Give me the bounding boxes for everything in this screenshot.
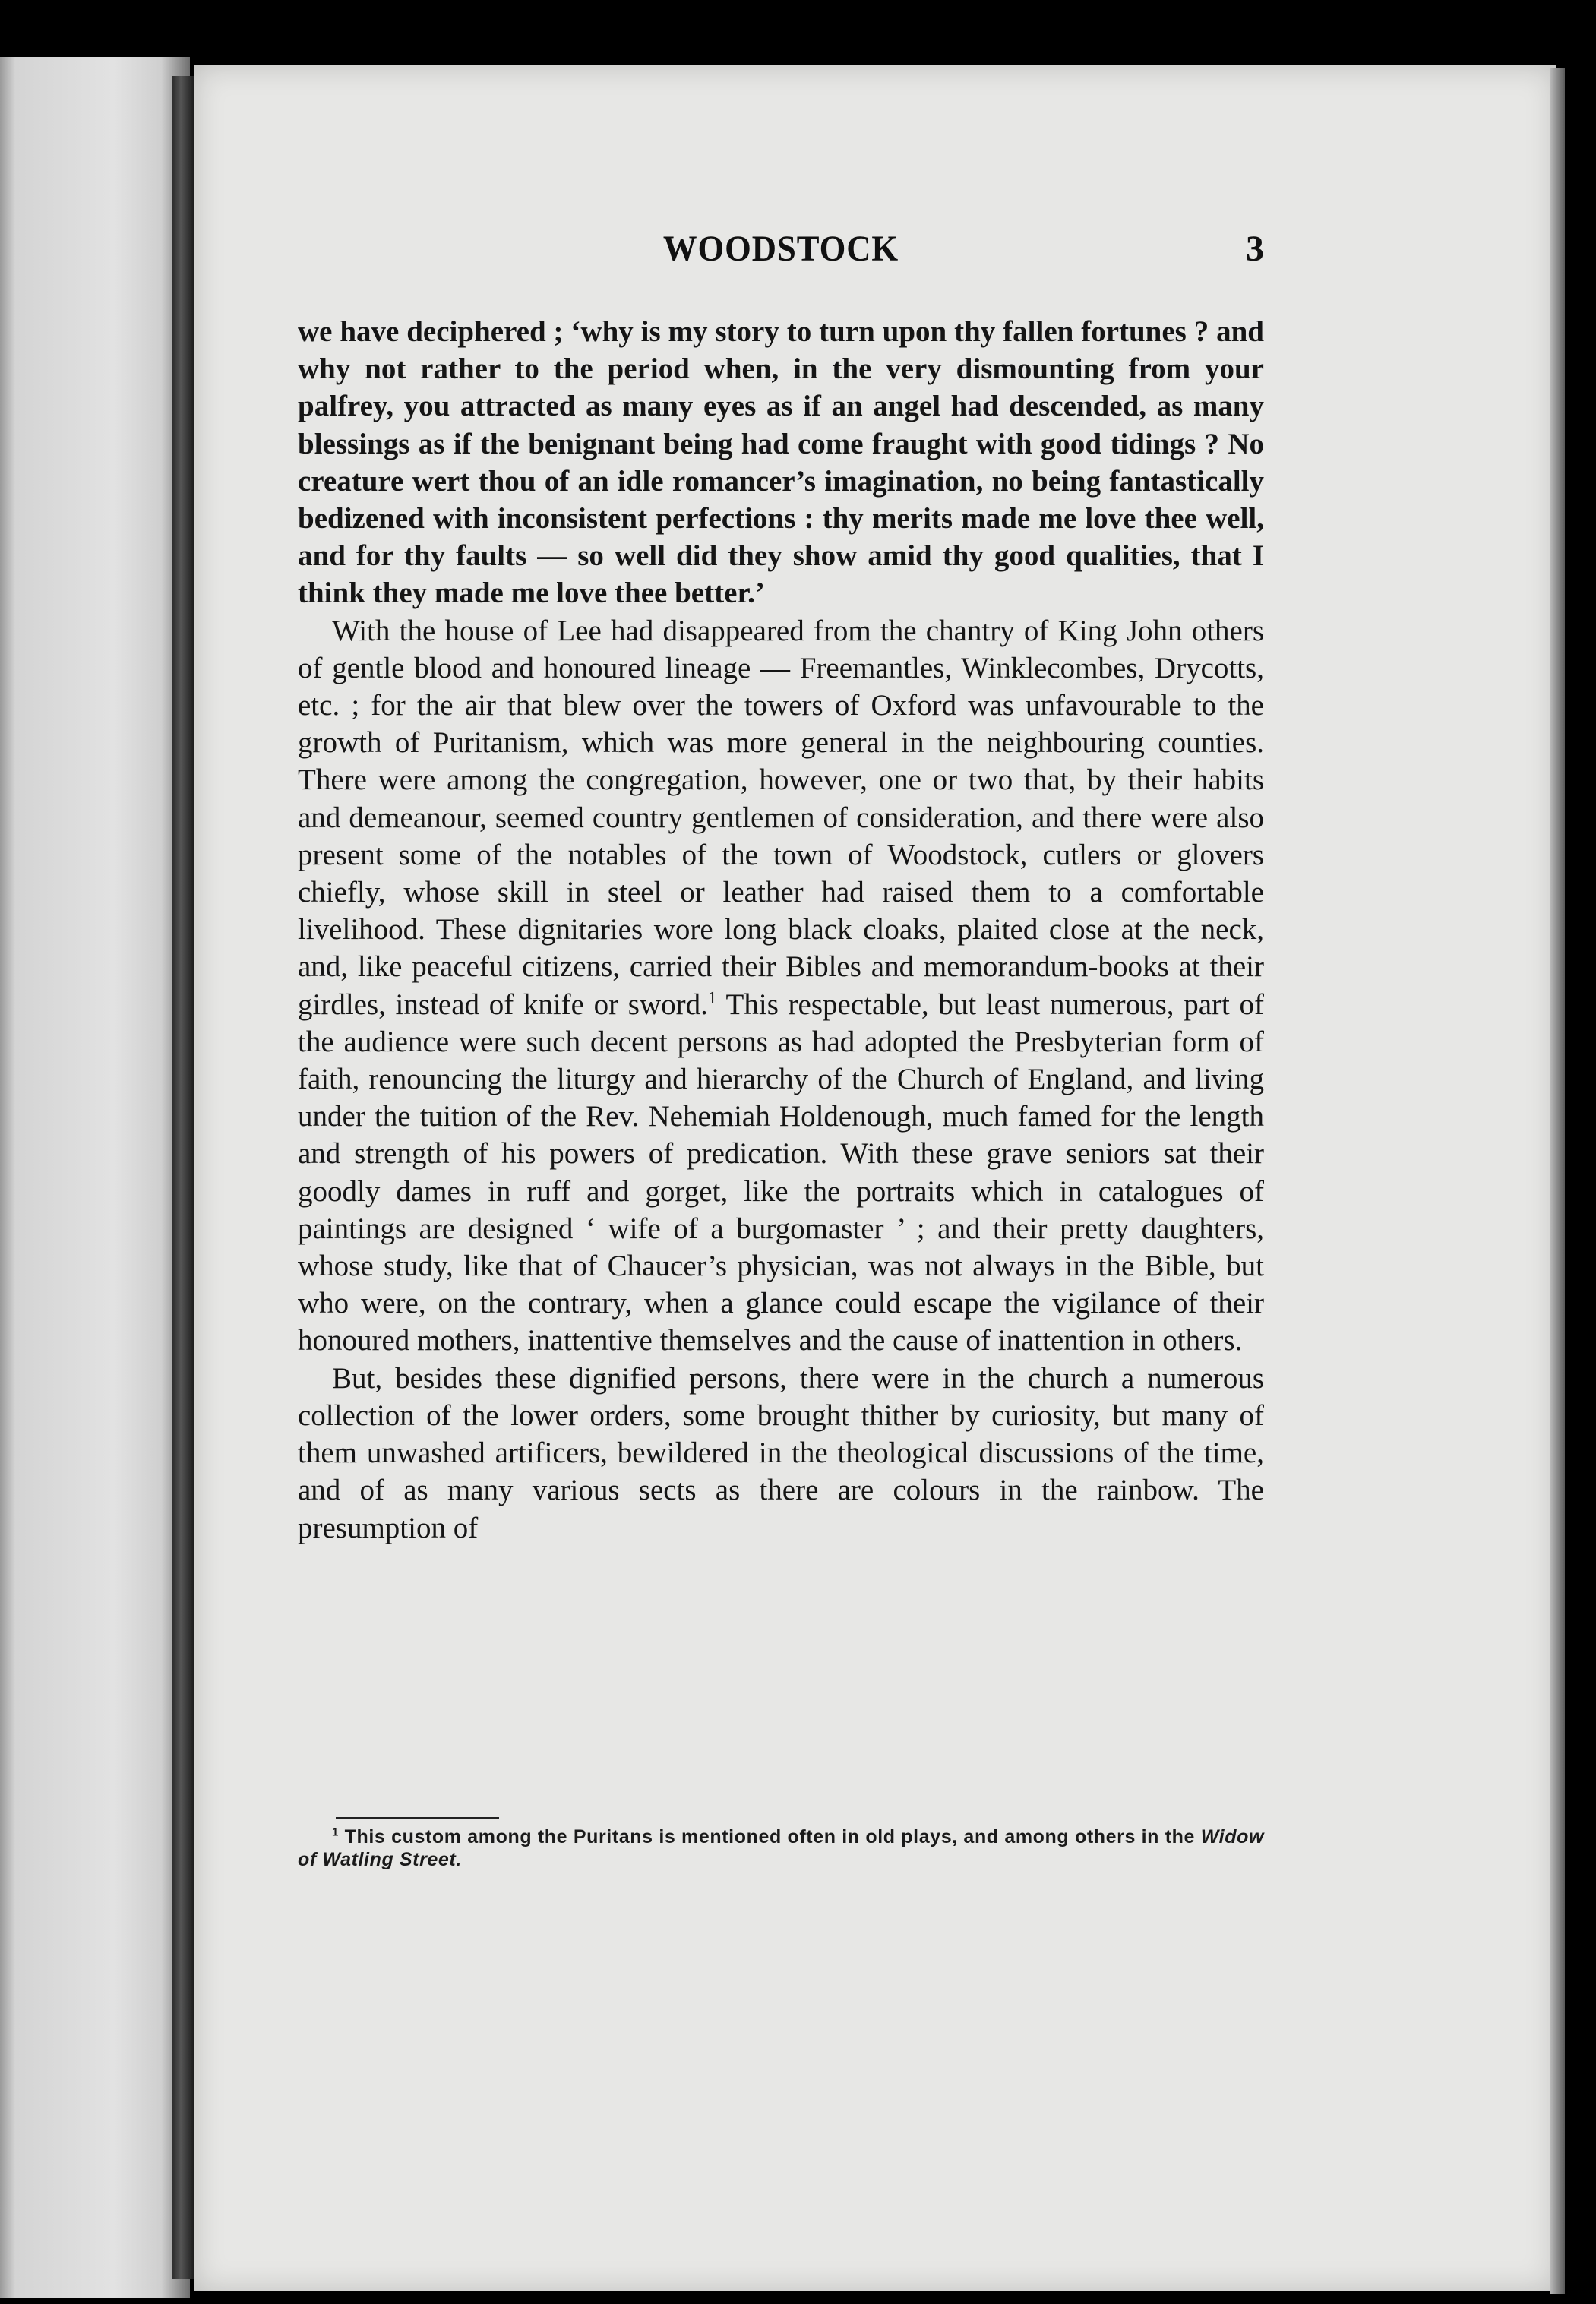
footnote-mark: 1 (332, 1825, 339, 1839)
footnote-work-title: Widow of Watling Street. (298, 1826, 1264, 1870)
paragraph-2 (298, 612, 1264, 1360)
paragraph-3: But, besides these dignified persons, there were in the church a numerous collection of the lower orders, some brought thither by curiosity, but many of them unwashed artificers, bewildered in the theological discussions of the time, and of as many various sects as there are colours in the rainbow. The presumption of (298, 1361, 1264, 1544)
book-gutter (172, 76, 194, 2279)
footnote-text: This custom among the Puritans is mentioned often in old plays, and among others in the (344, 1826, 1196, 1847)
footnote-rule (336, 1817, 499, 1819)
body-text (298, 313, 1264, 1547)
paragraph-2-text-after-note: This respectable, but least numerous, part of the audience were such decent persons as had adopted the Presbyterian form of faith, renouncing the liturgy and hierarchy of the Church of England, and living under the tuition of the Rev. Nehemiah Holdenough, much famed for the length and strength of his powers of predication. With these grave seniors sat their goodly dames in ruff and gorget, like the portraits which in catalogues of paintings are designed ‘ wife of a burgomaster ’ ; and their pretty daughters, whose study, like that of Chaucer’s physician, was not always in the Bible, but who were, on the contrary, when a glance could escape the vigilance of their honoured mothers, inattentive themselves and the cause of inattention in others. (298, 988, 1264, 1357)
paragraph-1: we have deciphered ; ‘why is my story to turn upon thy fallen fortunes ? and why not rather to the period when, in the very dismounting from your palfrey, you attracted as many eyes as if an angel had descended, as many blessings as if the benignant being had come fraught with good tidings ? No creature wert thou of an idle romancer’s imagination, no being fantastically bedizened with inconsistent perfections : thy merits made me love thee well, and for thy faults — so well did they show amid thy good qualities, that I think they made me love thee better.’ (298, 315, 1264, 610)
page-header (298, 228, 1264, 289)
facing-page-edge (0, 57, 190, 2298)
paragraph-2-text-before-note: With the house of Lee had disappeared from the chantry of King John others of gentle blood and honoured lineage — Freemantles, Winklecombes, Drycotts, etc. ; for the air that blew over the towers of Oxford was unfavourable to the growth of Puritanism, which was more general in the neighbouring counties. There were among the congregation, however, one or two that, by their habits and demeanour, seemed country gentlemen of consideration, and there were also present some of the notables of the town of Woodstock, cutlers or glovers chiefly, whose skill in steel or leather had raised them to a comfortable livelihood. These dignitaries wore long black cloaks, plaited close at the neck, and, like peaceful citizens, carried their Bibles and memorandum-books at their girdles, instead of knife or sword. (298, 614, 1264, 1021)
running-title: WOODSTOCK (662, 229, 899, 269)
footnote-reference[interactable]: 1 (707, 988, 717, 1008)
footnote (298, 1825, 1264, 1871)
page-number: 3 (1246, 229, 1264, 269)
page-edge-shadow (1550, 68, 1565, 2294)
